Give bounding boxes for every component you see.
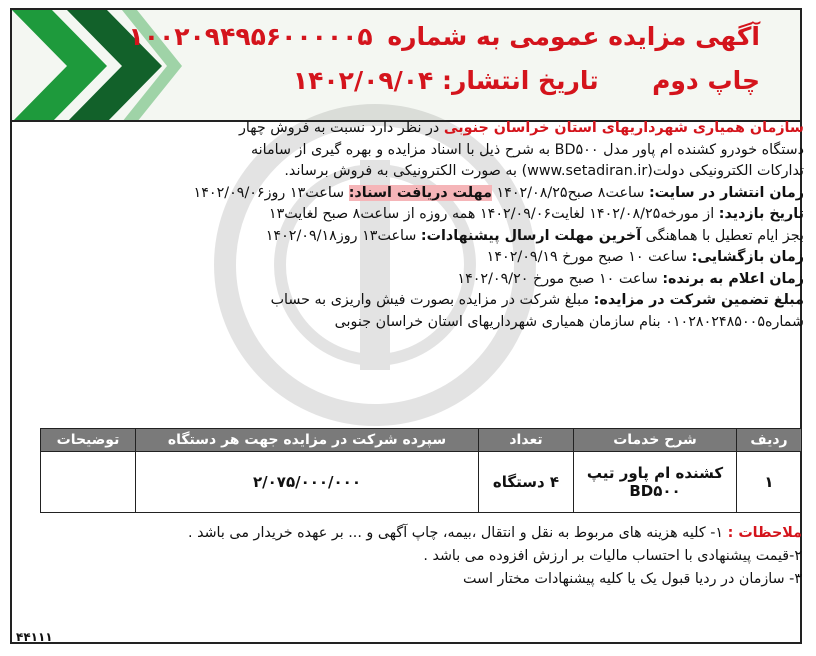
items-table (40, 428, 802, 513)
publish-date: ۱۴۰۲/۰۹/۰۴ (292, 66, 434, 95)
site-value: ساعت۸ صبح۱۴۰۲/۰۸/۲۵ (496, 184, 645, 201)
row-service (574, 452, 737, 513)
winner-label: زمان اعلام به برنده: (662, 270, 804, 287)
note-3: ۳- سازمان در ردیا قبول یک یا کلیه پیشنهادات مختار است (462, 571, 802, 587)
header-index: ردیف (737, 429, 802, 452)
winner-value: ساعت ۱۰ صبح مورخ ۱۴۰۲/۰۹/۲۰ (457, 270, 658, 287)
visit-value-2: بجز ایام تعطیل با هماهنگی (645, 227, 804, 244)
body-line-7 (40, 247, 804, 269)
table-row (41, 452, 802, 513)
table-header-row (41, 429, 802, 452)
doc-value: ساعت۱۳ روز۱۴۰۲/۰۹/۰۶ (193, 184, 345, 201)
header-service: شرح خدمات (574, 429, 737, 452)
row-service-line-2: BD۵۰۰ (629, 482, 681, 500)
body-line-1 (40, 118, 804, 140)
guarantee-label: مبلغ تضمین شرکت در مزایده: (593, 292, 804, 308)
row-notes (41, 452, 136, 513)
doc-label: مهلت دریافت اسناد: (348, 184, 492, 201)
org-name: سازمان همیاری شهرداریهای استان خراسان جنوبی (443, 120, 804, 136)
note-1-text: ۱- کلیه هزینه های مربوط به نقل و انتقال ،بیمه، چاپ آگهی و ... بر عهده خریدار می باشد . (187, 525, 724, 541)
title-text: آگهی مزایده عمومی به شماره (387, 22, 760, 51)
notes-section (40, 522, 802, 591)
body-line-9 (40, 290, 804, 312)
header-count: تعداد (479, 429, 574, 452)
header-deposit: سپرده شرکت در مزایده جهت هر دستگاه (136, 429, 479, 452)
intro-text: در نظر دارد نسبت به فروش چهار (239, 120, 440, 136)
notes-label: ملاحظات : (727, 525, 802, 541)
auction-number: ۱۰۰۲۰۹۴۹۵۶۰۰۰۰۰۵ (128, 22, 373, 51)
row-deposit: ۲/۰۷۵/۰۰۰/۰۰۰ (136, 452, 479, 513)
ad-code: ۴۴۱۱۱ (16, 630, 53, 644)
publish-label: تاریخ انتشار: (441, 66, 599, 95)
ad-title (128, 18, 760, 56)
header-notes: توضیحات (41, 429, 136, 452)
body-line-5 (40, 204, 804, 226)
ad-body (40, 118, 804, 333)
body-line-4 (40, 183, 804, 205)
opening-value: ساعت ۱۰ صبح مورخ ۱۴۰۲/۰۹/۱۹ (486, 249, 688, 265)
row-count: ۴ دستگاه (479, 452, 574, 513)
body-line-8 (40, 269, 804, 291)
body-line-2: دستگاه خودرو کشنده ام پاور مدل BD۵۰۰ به شرح ذیل با اسناد مزایده و بهره گیری از سامانه (251, 141, 804, 158)
body-line-3: تدارکات الکترونیکی دولت(www.setadiran.ir) به صورت الکترونیکی به فروش برساند. (284, 163, 804, 179)
body-line-6 (40, 226, 804, 248)
site-label: زمان انتشار در سایت: (648, 184, 804, 201)
body-line-10: شماره۰۱۰۲۸۰۲۴۸۵۰۰۵ بنام سازمان همیاری شهرداریهای استان خراسان جنوبی (334, 313, 804, 330)
note-1 (40, 522, 802, 545)
row-index: ۱ (737, 452, 802, 513)
deadline-label: آخرین مهلت ارسال پیشنهادات: (420, 227, 642, 244)
guarantee-value: مبلغ شرکت در مزایده بصورت فیش واریزی به حساب (270, 292, 590, 308)
edition: چاپ دوم (652, 66, 760, 95)
opening-label: زمان بازگشایی: (691, 249, 804, 265)
row-service-line-1: کشنده ام پاور تیپ (586, 464, 724, 482)
visit-value: از مورخه۱۴۰۲/۰۸/۲۵ لغایت۱۴۰۲/۰۹/۰۶ همه روزه از ساعت۸ صبح لغایت۱۳ (268, 206, 715, 222)
ad-subtitle (160, 62, 760, 100)
visit-label: تاریخ بازدید: (718, 206, 804, 222)
note-2: ۲-قیمت پیشنهادی با احتساب مالیات بر ارزش افزوده می باشد . (423, 548, 802, 564)
deadline-value: ساعت۱۳ روز۱۴۰۲/۰۹/۱۸ (265, 227, 417, 244)
